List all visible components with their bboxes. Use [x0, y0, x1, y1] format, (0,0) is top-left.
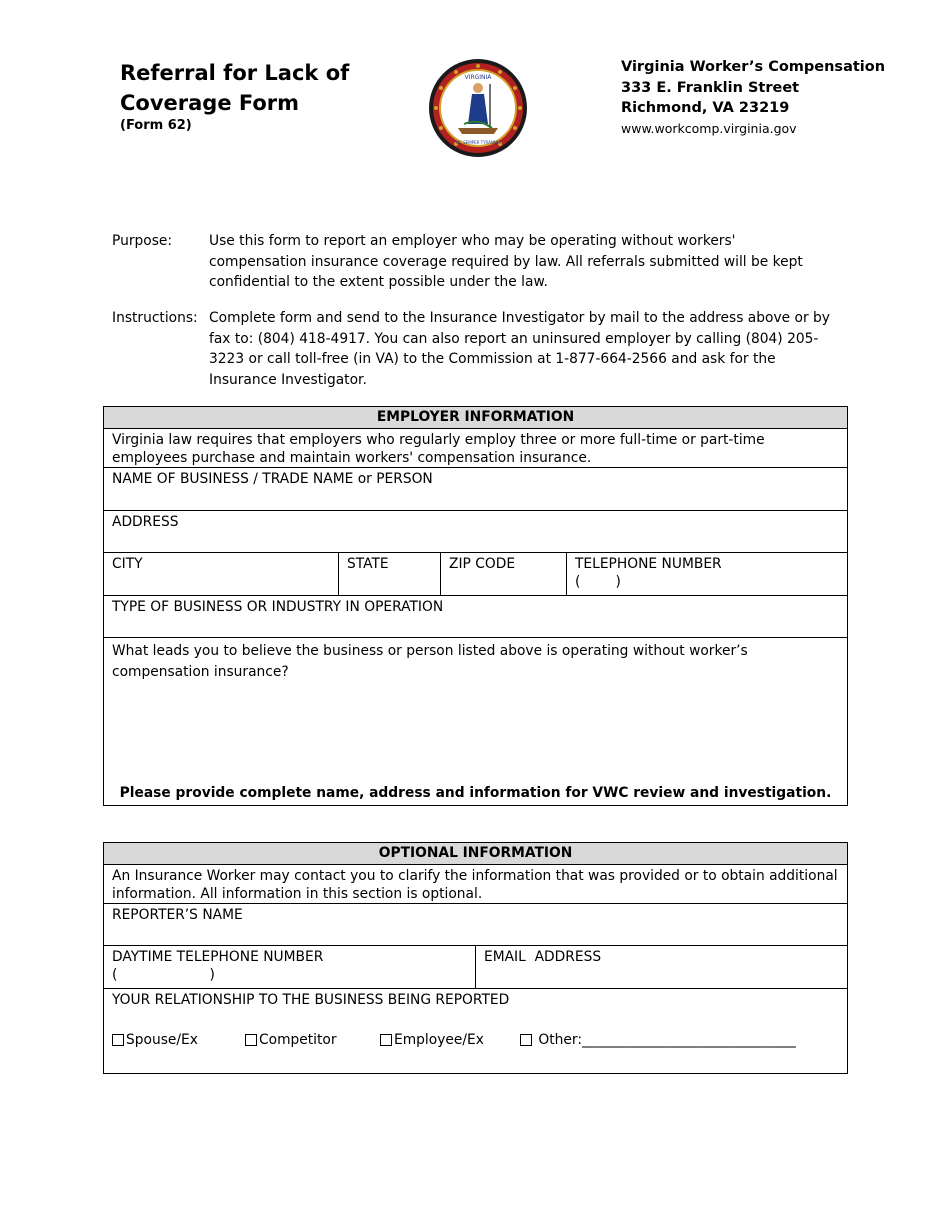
vwc-review-note: Please provide complete name, address and information for VWC review and investigation.	[119, 785, 832, 801]
instructions-text: Complete form and send to the Insurance Investigator by mail to the address above or by fax to: (804) 418-4917. You can also report an uninsured employer by calling (804) 205-3223 or call toll-free (in VA) to the Commission at 1-877-664-2566 and ask for the Insurance Investigator.	[209, 310, 830, 388]
relationship-field	[104, 989, 848, 1074]
competitor-checkbox[interactable]	[245, 1031, 380, 1049]
employer-law-note: Virginia law requires that employers who regularly employ three or more full-time or part-time employees purchase and maintain workers' compensation insurance.	[104, 429, 848, 468]
agency-address-block	[621, 57, 885, 139]
instructions-label: Instructions:	[112, 310, 198, 326]
reason-label: What leads you to believe the business or person listed above is operating without worker’s compensation insurance?	[112, 643, 748, 680]
other-text-line[interactable]: _______________________________	[581, 1032, 796, 1048]
optional-information-header: OPTIONAL INFORMATION	[104, 843, 848, 865]
checkbox-icon	[112, 1034, 124, 1046]
form-title	[120, 58, 349, 118]
agency-street: 333 E. Franklin Street	[621, 79, 800, 96]
purpose-label: Purpose:	[112, 233, 173, 249]
zip-code-label: ZIP CODE	[449, 556, 516, 572]
business-type-label: TYPE OF BUSINESS OR INDUSTRY IN OPERATION	[112, 599, 444, 615]
optional-information-table	[103, 842, 848, 1074]
form-title-line2: Coverage Form	[120, 91, 300, 115]
spouse-ex-label: Spouse/Ex	[126, 1032, 198, 1048]
state-field[interactable]	[339, 553, 441, 596]
spouse-ex-checkbox[interactable]	[112, 1031, 245, 1049]
reporter-name-field[interactable]	[104, 904, 848, 946]
business-type-field[interactable]	[104, 596, 848, 638]
email-address-label: EMAIL ADDRESS	[484, 949, 602, 965]
optional-info-note: An Insurance Worker may contact you to clarify the information that was provided or to obtain additional information. All information in this section is optional.	[104, 865, 848, 904]
seal-text-bottom: SIC SEMPER TYRANNIS	[455, 140, 501, 145]
employee-ex-checkbox[interactable]	[380, 1031, 520, 1049]
relationship-label: YOUR RELATIONSHIP TO THE BUSINESS BEING REPORTED	[112, 992, 510, 1008]
business-name-field[interactable]	[104, 468, 848, 511]
daytime-telephone-label: DAYTIME TELEPHONE NUMBER	[112, 949, 324, 965]
other-checkbox[interactable]	[520, 1031, 796, 1049]
other-label: Other:	[534, 1032, 582, 1048]
email-address-field[interactable]	[476, 946, 848, 989]
telephone-label: TELEPHONE NUMBER	[575, 556, 722, 572]
telephone-field[interactable]	[567, 553, 848, 596]
form-number: (Form 62)	[120, 118, 192, 133]
address-field[interactable]	[104, 511, 848, 553]
agency-city: Richmond, VA 23219	[621, 100, 790, 116]
agency-url[interactable]: www.workcomp.virginia.gov	[621, 120, 797, 136]
employee-ex-label: Employee/Ex	[394, 1032, 484, 1048]
competitor-label: Competitor	[259, 1032, 337, 1048]
city-label: CITY	[112, 556, 143, 572]
reason-field[interactable]	[104, 638, 848, 806]
checkbox-icon	[245, 1034, 257, 1046]
checkbox-icon	[380, 1034, 392, 1046]
daytime-telephone-area-code: ( )	[112, 967, 215, 983]
city-field[interactable]	[104, 553, 339, 596]
employer-information-table	[103, 406, 848, 806]
relationship-options	[112, 1031, 839, 1049]
instructions-section	[112, 308, 837, 392]
address-label: ADDRESS	[112, 514, 179, 530]
telephone-area-code: ( )	[575, 574, 621, 590]
reporter-name-label: REPORTER’S NAME	[112, 907, 243, 923]
purpose-section	[112, 231, 837, 293]
purpose-text: Use this form to report an employer who may be operating without workers' compensation insurance coverage required by law. All referrals submitted will be kept confidential to the extent possible under the law.	[209, 233, 803, 290]
business-name-label: NAME OF BUSINESS / TRADE NAME or PERSON	[112, 471, 433, 487]
checkbox-icon	[520, 1034, 532, 1046]
zip-code-field[interactable]	[441, 553, 567, 596]
agency-name: Virginia Worker’s Compensation	[621, 59, 886, 75]
seal-text-top: VIRGINIA	[464, 74, 492, 81]
employer-information-header: EMPLOYER INFORMATION	[104, 407, 848, 429]
state-label: STATE	[347, 556, 389, 572]
daytime-telephone-field[interactable]	[104, 946, 476, 989]
virginia-seal-icon	[428, 58, 528, 158]
form-title-line1: Referral for Lack of	[120, 61, 350, 85]
